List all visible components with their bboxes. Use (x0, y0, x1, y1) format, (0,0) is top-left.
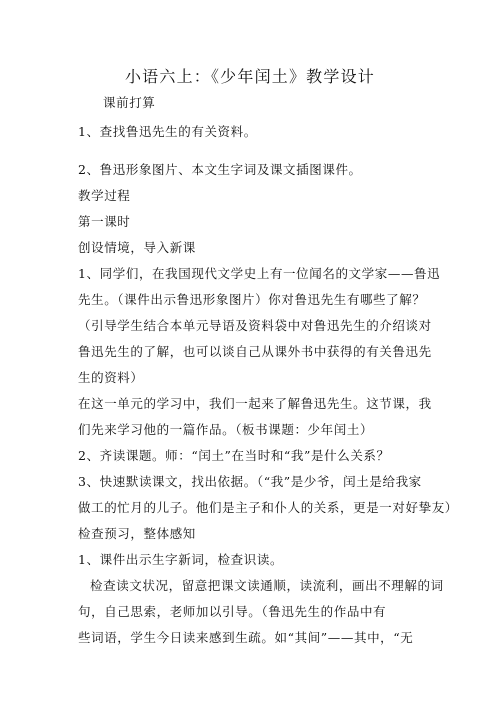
text-line: 在这一单元的学习中，我们一起来了解鲁迅先生。这节课，我 (78, 396, 432, 411)
text-line: 1、课件出示生字新词，检查识读。 (78, 552, 284, 567)
text-line: 们先来学习他的一篇作品。（板书课题：少年闰土） (78, 422, 374, 437)
text-line: 做工的忙月的儿子。他们是主子和仆人的关系，更是一对好挚友） (78, 500, 458, 515)
text-line: 句，自己思索，老师加以引导。（鲁迅先生的作品中有 (78, 604, 387, 619)
text-line-preview-heading: 检查预习，整体感知 (78, 526, 196, 541)
text-line-intro-heading: 创设情境，导入新课 (78, 240, 196, 255)
text-line: 3、快速默读课文，找出依据。（“我”是少爷，闰土是给我家 (78, 474, 422, 489)
text-line-process-heading: 教学过程 (78, 188, 131, 203)
text-line: 1、同学们，在我国现代文学史上有一位闻名的文学家——鲁迅 (78, 266, 441, 281)
text-line-prep-2: 2、鲁迅形象图片、本文生字词及课文插图课件。 (78, 162, 362, 177)
text-line: 生的资料） (78, 370, 144, 385)
text-line: 些词语，学生今日读来感到生疏。如“其间”——其中，“无 (78, 630, 414, 645)
text-line: （引导学生结合本单元导语及资料袋中对鲁迅先生的介绍谈对 (78, 318, 432, 333)
text-line-lesson-one: 第一课时 (78, 214, 131, 229)
text-line-prep-1: 1、查找鲁迅先生的有关资料。 (78, 124, 257, 139)
text-line: 鲁迅先生的了解，也可以谈自己从课外书中获得的有关鲁迅先 (78, 344, 432, 359)
text-line: 2、齐读课题。师：“闰土”在当时和“我”是什么关系？ (78, 448, 390, 463)
document-title: 小语六上：《少年闰土》教学设计 (124, 67, 375, 86)
text-line-prep-heading: 课前打算 (103, 95, 156, 110)
text-line: 先生。（课件出示鲁迅形象图片）你对鲁迅先生有哪些了解？ (78, 292, 426, 307)
text-line: 检查读文状况，留意把课文读通顺，读流利，画出不理解的词 (90, 578, 444, 593)
